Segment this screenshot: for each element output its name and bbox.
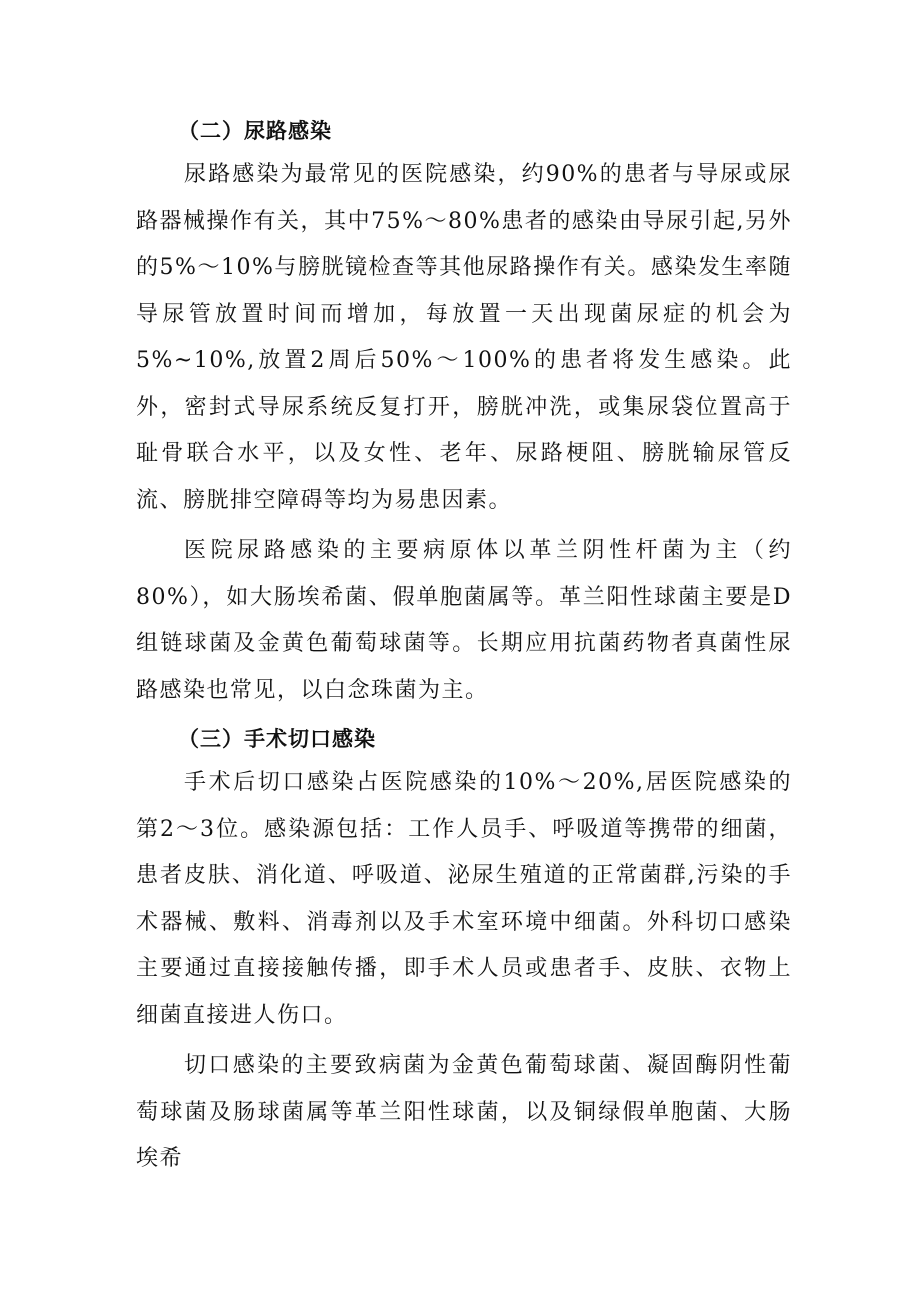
paragraph-surgical-infection-sources: 手术后切口感染占医院感染的10%～20%,居医院感染的第2～3位。感染源包括：工作人员手、呼吸道等携带的细菌，患者皮肤、消化道、呼吸道、泌尿生殖道的正常菌群,污染的手术器械、敷料、消毒剂以及手术室环境中细菌。外科切口感染主要通过直接接触传播，即手术人员或患者手、皮肤、衣物上细菌直接进人伤口。 — [136, 770, 792, 1028]
section-heading-surgical-site-infection: （三）手术切口感染 — [178, 727, 376, 751]
paragraph-urinary-infection-pathogens: 医院尿路感染的主要病原体以革兰阴性杆菌为主（约80%），如大肠埃希菌、假单胞菌属等。革兰阳性球菌主要是D组链球菌及金黄色葡萄球菌等。长期应用抗菌药物者真菌性尿路感染也常见，以白念珠菌为主。 — [136, 538, 792, 703]
paragraph-urinary-infection-risk: 尿路感染为最常见的医院感染，约90%的患者与导尿或尿路器械操作有关，其中75%～80%患者的感染由导尿引起,另外的5%～10%与膀胱镜检查等其他尿路操作有关。感染发生率随导尿管放置时间而增加，每放置一天出现菌尿症的机会为5%~10%,放置2周后50%～100%的患者将发生感染。此外，密封式导尿系统反复打开，膀胱冲洗，或集尿袋位置高于耻骨联合水平，以及女性、老年、尿路梗阻、膀胱输尿管反流、膀胱排空障碍等均为易患因素。 — [136, 162, 792, 513]
document-body — [136, 112, 792, 1183]
section-heading-urinary-tract-infection: （二）尿路感染 — [178, 119, 332, 143]
paragraph-surgical-infection-pathogens: 切口感染的主要致病菌为金黄色葡萄球菌、凝固酶阴性葡萄球菌及肠球菌属等革兰阳性球菌，以及铜绿假单胞菌、大肠埃希 — [136, 1053, 792, 1171]
